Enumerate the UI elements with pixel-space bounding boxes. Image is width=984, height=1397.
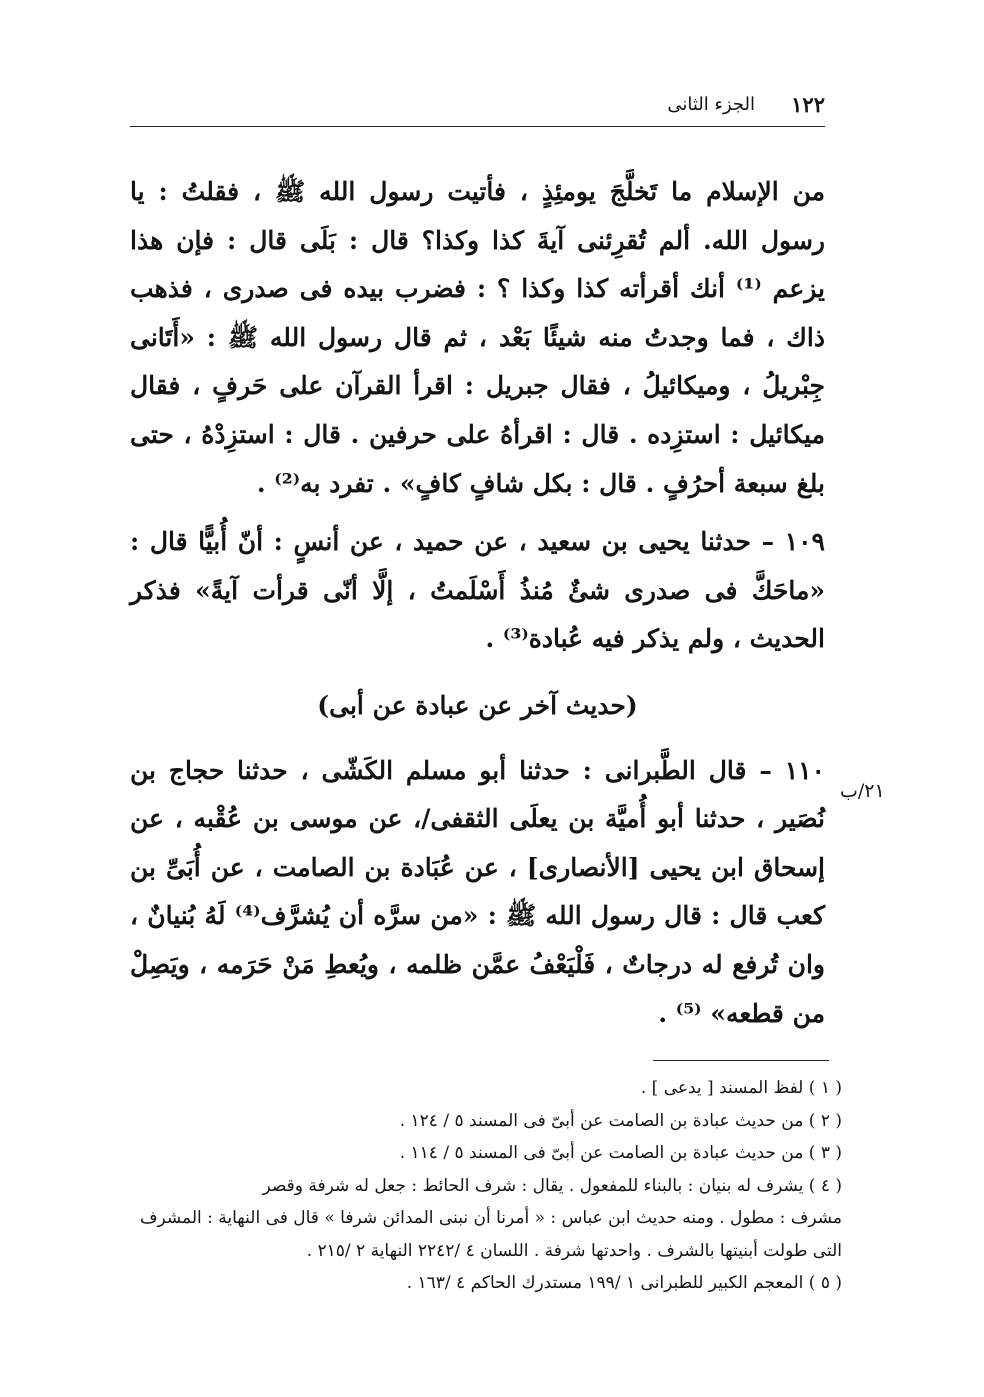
footnote-4-line-1: ( ٤ ) يشرف له بنيان : بالبناء للمفعول . يقال : شرف الحائط : جعل له شرفة وقصر: [262, 1175, 842, 1196]
footnote-3: ( ٣ ) من حديث عبادة بن الصامت عن أبىّ فى المسند ٥ / ١١٤ .: [399, 1143, 842, 1163]
footnote-rule: [653, 1060, 829, 1061]
footnote-1: ( ١ ) لفظ المسند [ يدعى ] .: [640, 1078, 842, 1098]
running-title: الجزء الثانى: [667, 94, 755, 115]
page-header: [130, 86, 825, 126]
header-rule: [130, 126, 825, 127]
footnote-5: ( ٥ ) المعجم الكبير للطبرانى ١ /١٩٩ مستدرك الحاكم ٤ /١٦٣ .: [406, 1273, 842, 1293]
section-heading: (حديث آخر عن عبادة عن أبى): [317, 690, 638, 720]
hadith-109: ١٠٩ – حدثنا يحيى بن سعيد ، عن حميد ، عن أنسٍ : أنّ أُبيًّا قال : «ماحَكَّ فى صدرى شئٌ مُنذُ أَسْلَمتُ ، إلَّا أنّى قرأت آيةً» فذكر الحديث ، ولم يذكر فيه عُبادة⁽³⁾ .: [130, 527, 825, 654]
main-text: [130, 168, 825, 1038]
footnotes: [130, 1072, 842, 1300]
footnote-4-line-2: مشرف : مطول . ومنه حديث ابن عباس : « أمرنا أن نبنى المدائن شرفا » قال فى النهاية : المشرف: [139, 1208, 842, 1228]
paragraph-continuation: من الإسلام ما تَخلَّجَ يومئِذٍ ، فأتيت رسول الله ﷺ ، فقلتُ : يا رسول الله. ألم تُقرِئنى آيةَ كذا وكذا؟ قال : بَلَى قال : فإن هذا يزعم ⁽¹⁾ أنك أقرأته كذا وكذا ؟ : فضرب بيده فى صدرى ، فذهب ذاك ، فما وجدتُ منه شيئًا بَعْد ، ثم قال رسول الله ﷺ : «أَتَانى جِبْريلُ ، وميكائيلُ ، فقال جبريل : اقرأ القرآن على حَرفٍ ، فقال ميكائيل : استزِده . قال : اقرأهُ على حرفين . قال : استزِدْهُ ، حتى بلغ سبعة أحرُفٍ . قال : بكل شافٍ كافٍ» . تفرد به⁽²⁾ .: [130, 177, 825, 498]
page-number: ١٢٢: [791, 92, 825, 117]
footnote-2: ( ٢ ) من حديث عبادة بن الصامت عن أبىّ فى المسند ٥ / ١٢٤ .: [399, 1110, 842, 1131]
footnote-4-line-3: التى طولت أبنيتها بالشرف . واحدتها شرفة . اللسان ٤ /٢٢٤٢ النهاية ٢ /٢١٥ .: [306, 1240, 842, 1261]
hadith-110: ١١٠ – قال الطَّبرانى : حدثنا أبو مسلم الكَشّى ، حدثنا حجاج بن نُصَير ، حدثنا أبو أُميَّة بن يعلَى الثقفى/، عن موسى بن عُقْبه ، عن إسحاق ابن يحيى [الأنصارى] ، عن عُبَادة بن الصامت ، عن أُبَىِّ بن كعب قال : قال رسول الله ﷺ : «من سرَّه أن يُشرَّف⁽⁴⁾ لَهُ بُنيانٌ ، وان تُرفع له درجاتٌ ، فَلْيَعْفُ عمَّن ظلمه ، ويُعطِ مَنْ حَرَمه ، ويَصِلْ من قطعه» ⁽⁵⁾ .: [130, 755, 825, 1028]
folio-margin-note: ٢١/ب: [840, 780, 885, 802]
